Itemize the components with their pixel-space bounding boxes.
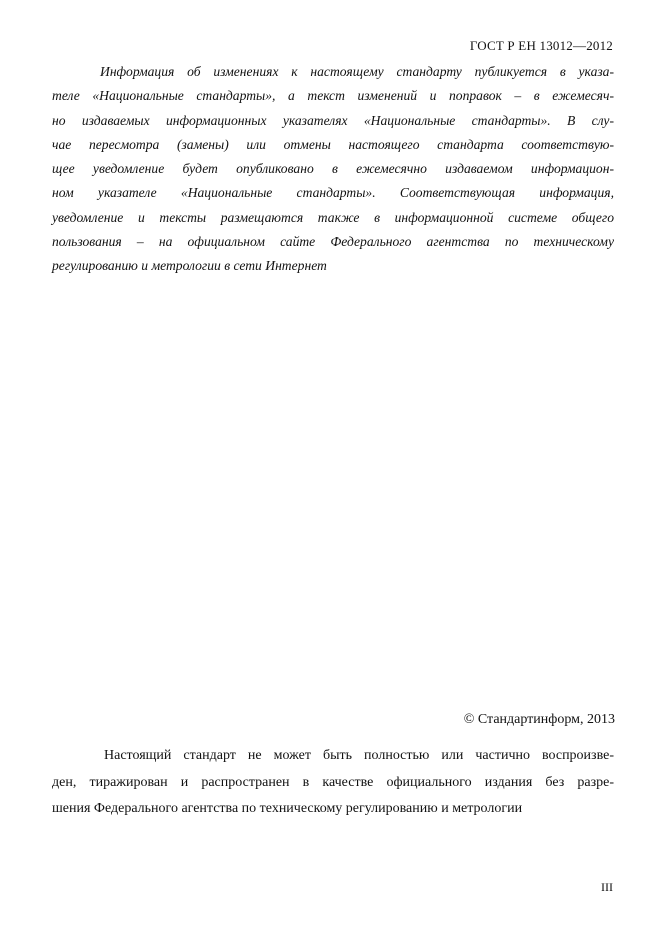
notice-line: теле «Национальные стандарты», а текст изменений и поправок – в ежемесяч-: [52, 88, 614, 104]
page-number: III: [601, 880, 613, 894]
copyright-notice: © Стандартинформ, 2013: [463, 712, 615, 727]
notice-line: уведомление и тексты размещаются также в информационной системе общего: [52, 209, 614, 225]
notice-line: Информация об изменениях к настоящему стандарту публикуется в указа-: [100, 64, 614, 79]
standard-changes-notice: [52, 60, 614, 279]
document-code-header: ГОСТ Р ЕН 13012—2012: [469, 38, 613, 53]
legal-line: Настоящий стандарт не может быть полностью или частично воспроизве-: [104, 748, 614, 763]
notice-line: регулированию и метрологии в сети Интернет: [52, 258, 327, 274]
notice-line: ном указателе «Национальные стандарты». Соответствующая информация,: [52, 185, 614, 201]
legal-line: шения Федерального агентства по техническому регулированию и метрологии: [52, 801, 523, 816]
reproduction-restriction-notice: [52, 743, 614, 823]
legal-line: ден, тиражирован и распространен в качестве официального издания без разре-: [52, 774, 614, 790]
notice-line: чае пересмотра (замены) или отмены настоящего стандарта соответствую-: [52, 136, 614, 152]
notice-line: пользования – на официальном сайте Федерального агентства по техническому: [52, 234, 614, 250]
notice-line: щее уведомление будет опубликовано в ежемесячно издаваемом информацион-: [52, 161, 614, 177]
notice-line: но издаваемых информационных указателях «Национальные стандарты». В слу-: [52, 112, 614, 128]
